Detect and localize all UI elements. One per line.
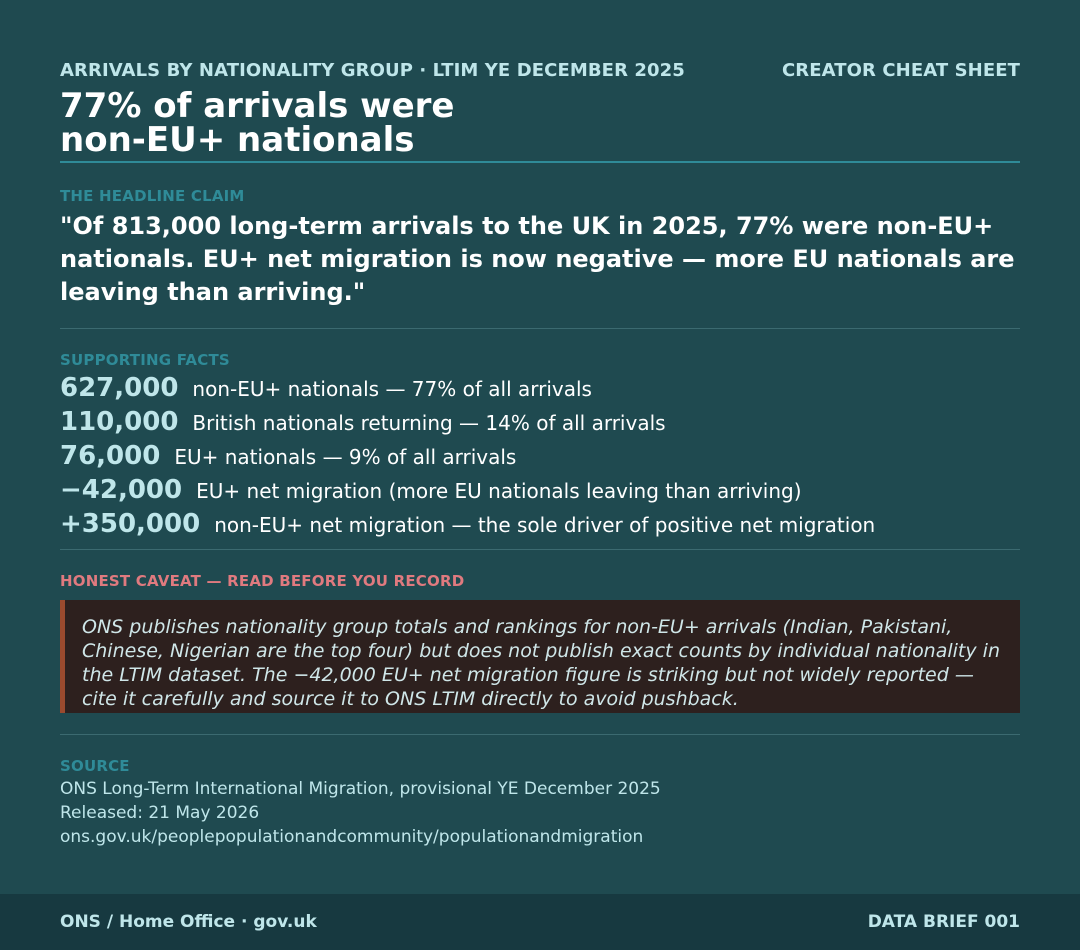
caveat-box bbox=[60, 600, 1020, 713]
page-title: 77% of arrivals were non-EU+ nationals bbox=[60, 86, 455, 160]
cheat-sheet-badge: CREATOR CHEAT SHEET bbox=[781, 60, 1020, 81]
facts-label: SUPPORTING FACTS bbox=[60, 351, 230, 369]
fact-text: British nationals returning — 14% of all arrivals bbox=[192, 411, 666, 435]
section-divider bbox=[60, 328, 1020, 329]
fact-value: 110,000 bbox=[60, 407, 179, 437]
caveat-label: HONEST CAVEAT — READ BEFORE YOU RECORD bbox=[60, 572, 465, 590]
fact-text: non-EU+ nationals — 77% of all arrivals bbox=[192, 377, 592, 401]
header-eyebrow: ARRIVALS BY NATIONALITY GROUP · LTIM YE DECEMBER 2025 bbox=[60, 60, 685, 81]
fact-text: non-EU+ net migration — the sole driver of positive net migration bbox=[214, 513, 876, 537]
fact-text: EU+ nationals — 9% of all arrivals bbox=[174, 445, 517, 469]
fact-item bbox=[60, 475, 1020, 509]
title-divider bbox=[60, 161, 1020, 163]
data-brief-card bbox=[60, 60, 1020, 849]
section-divider bbox=[60, 734, 1020, 735]
headline-claim: "Of 813,000 long-term arrivals to the UK in 2025, 77% were non-EU+ nationals. EU+ net migration is now negative — more EU nationals are leaving than arriving." bbox=[60, 212, 1015, 306]
caveat-text: ONS publishes nationality group totals and rankings for non-EU+ arrivals (Indian, Pakistani, Chinese, Nigerian are the top four) but does not publish exact counts by individual nationality in the LTIM dataset. The −42,000 EU+ net migration figure is striking but not widely reported — cite it carefully and source it to ONS LTIM directly to avoid pushback. bbox=[82, 616, 1000, 710]
fact-item bbox=[60, 441, 1020, 475]
footer-bar bbox=[0, 894, 1080, 950]
footer-attribution: ONS / Home Office · gov.uk bbox=[60, 912, 317, 932]
source-title: ONS Long-Term International Migration, provisional YE December 2025 bbox=[60, 779, 661, 799]
fact-value: 627,000 bbox=[60, 373, 179, 403]
footer-brief-number: DATA BRIEF 001 bbox=[867, 912, 1020, 932]
source-label: SOURCE bbox=[60, 757, 130, 775]
header-row bbox=[60, 60, 1020, 81]
fact-text: EU+ net migration (more EU nationals leaving than arriving) bbox=[196, 479, 802, 503]
fact-item bbox=[60, 509, 1020, 543]
headline-label: THE HEADLINE CLAIM bbox=[60, 187, 245, 205]
source-release-date: Released: 21 May 2026 bbox=[60, 803, 260, 823]
source-url: ons.gov.uk/peoplepopulationandcommunity/populationandmigration bbox=[60, 827, 644, 847]
fact-item bbox=[60, 373, 1020, 407]
source-block bbox=[60, 777, 1020, 849]
fact-value: 76,000 bbox=[60, 441, 161, 471]
section-divider bbox=[60, 549, 1020, 550]
facts-list bbox=[60, 373, 1020, 543]
fact-value: +350,000 bbox=[60, 509, 201, 539]
fact-value: −42,000 bbox=[60, 475, 183, 505]
fact-item bbox=[60, 407, 1020, 441]
